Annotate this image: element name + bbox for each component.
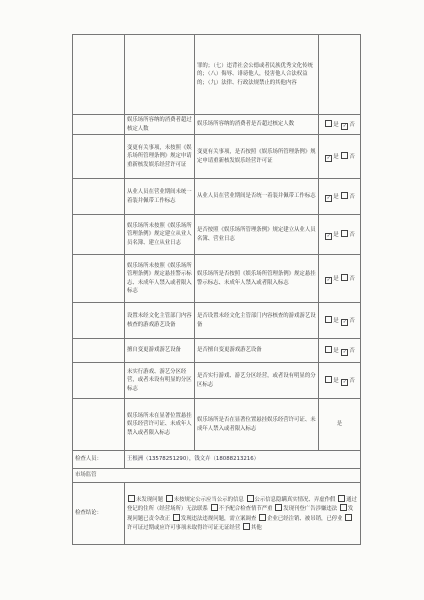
check-standard: 娱乐场所是否在显著位置悬挂娱乐经营许可证、未成年人禁入或者限入标志	[195, 399, 319, 451]
checkbox[interactable]	[173, 514, 180, 521]
check-item: 变更有关事项，未按照《娱乐场所管理条例》规定申请重新核发娱乐经营许可证	[125, 135, 195, 179]
checkbox-no[interactable]: ✓	[342, 349, 347, 355]
yes-no-option[interactable]: 是 ✓ 否	[319, 363, 361, 399]
checkbox[interactable]	[211, 504, 218, 511]
check-standard: 变更有关事项，是否按照《娱乐场所管理条例》规定申请重新核发娱乐经营许可证	[195, 135, 319, 179]
checkbox-yes[interactable]	[325, 346, 332, 353]
checkbox-yes[interactable]: ✓	[326, 195, 331, 201]
conclusion-options: 未发现问题 未按规定公示应当公示的信息 公示信息隐瞒真实情况、弄虚作假 通过登记的住所（经营场所）无法联系 不予配合检查情节严重 发现刊登广告涉嫌违法 发现问题已责令改正 发现违法违规问题，需立案调查 企业已经注销、被吊销，已停业 许可证过期或应许可事项未取得许可证无证经营 其他	[125, 483, 361, 545]
table-row	[73, 363, 361, 399]
yes-no-option[interactable]: 是 ✓ 否	[319, 339, 361, 363]
yes-no-option[interactable]: ✓ 是 否	[319, 215, 361, 255]
checkbox-no[interactable]: ✓	[342, 319, 347, 325]
yes-no-option[interactable]: ✓ 是 否	[319, 179, 361, 215]
handwritten-signature: 是	[319, 399, 361, 451]
checkbox-no[interactable]	[341, 274, 348, 281]
table-row	[73, 135, 361, 179]
check-item: 设置未经文化主管部门内容核查的游戏游艺设备	[125, 303, 195, 339]
checkbox[interactable]	[166, 495, 173, 502]
table-row	[73, 215, 361, 255]
check-standard: 从业人员在营业期间是否统一着装并佩带工作标志	[195, 179, 319, 215]
checkbox[interactable]	[247, 495, 254, 502]
yes-no-option[interactable]: 是 ✓ 否	[319, 303, 361, 339]
check-standard: 是否实行游戏、游艺分区经营，或者设有明显的分区标志	[195, 363, 319, 399]
checkbox[interactable]	[275, 504, 282, 511]
check-standard: 娱乐场所容纳的消费者是否超过核定人数	[195, 115, 319, 135]
checkbox-yes[interactable]: ✓	[326, 233, 331, 239]
yes-no-option[interactable]: ✓ 是 否	[319, 135, 361, 179]
inspector-row	[73, 451, 361, 469]
check-item: 娱乐场所未按照《娱乐场所管理条例》规定悬挂警示标志、未成年人禁入或者限入标志	[125, 255, 195, 303]
inspector-value: 王根洲（13578251290），钱文卉（18088213216）	[125, 451, 361, 469]
yes-no-option[interactable]: ✓ 是 否	[319, 255, 361, 303]
row-text: 罪的；（七）违背社会公德或者民族优秀文化传统的；（八）侮辱、诽谤他人，侵害他人合法权益的；（九）法律、行政法规禁止的其他内容	[195, 35, 319, 115]
check-standard: 是否擅自变更游戏游艺设备	[195, 339, 319, 363]
check-standard: 是否按照《娱乐场所管理条例》规定建立从业人员名簿、营业日志	[195, 215, 319, 255]
checkbox-yes[interactable]: ✓	[326, 155, 331, 161]
check-item: 娱乐场所未在显著位置悬挂娱乐经营许可证、未成年人禁入或者限入标志	[125, 399, 195, 451]
checkbox[interactable]	[338, 495, 345, 502]
checkbox[interactable]	[340, 504, 347, 511]
inspector-label: 检查人员：	[73, 451, 125, 469]
check-item: 擅自变更游戏游艺设备	[125, 339, 195, 363]
check-item: 娱乐场所容纳的消费者超过核定人数	[125, 115, 195, 135]
check-standard: 娱乐场所是否按照《娱乐场所管理条例》规定悬挂警示标志、未成年人禁入或者限入标志	[195, 255, 319, 303]
inspection-table	[72, 34, 361, 545]
check-item: 娱乐场所未按照《娱乐场所管理条例》规定建立从业人员名簿、建立从业日志	[125, 215, 195, 255]
conclusion-label: 检查结论：	[73, 483, 125, 545]
checkbox-no[interactable]: ✓	[342, 123, 347, 129]
table-row	[73, 179, 361, 215]
dept-row	[73, 469, 361, 483]
dept-label: 市场监管	[73, 469, 361, 483]
conclusion-row	[73, 483, 361, 545]
checkbox-no[interactable]	[341, 192, 348, 199]
check-item: 未实行游戏、游艺分区经营，或者未设有明显的分区标志	[125, 363, 195, 399]
table-row	[73, 115, 361, 135]
check-standard: 是否设置未经文化主管部门内容核查的游戏游艺设备	[195, 303, 319, 339]
checkbox[interactable]	[345, 514, 352, 521]
checkbox-yes[interactable]	[325, 376, 332, 383]
checkbox-yes[interactable]: ✓	[326, 277, 331, 283]
checkbox[interactable]	[243, 523, 250, 530]
checkbox-no[interactable]	[341, 152, 348, 159]
checkbox[interactable]	[259, 514, 266, 521]
checkbox-yes[interactable]	[325, 120, 332, 127]
table-row	[73, 35, 361, 115]
yes-no-option[interactable]: 是 ✓ 否	[319, 115, 361, 135]
table-row	[73, 399, 361, 451]
table-row	[73, 255, 361, 303]
checkbox-yes[interactable]	[325, 316, 332, 323]
checkbox-no[interactable]: ✓	[342, 379, 347, 385]
check-item: 从业人员在营业期间未统一着装并佩带工作标志	[125, 179, 195, 215]
table-row	[73, 303, 361, 339]
table-row	[73, 339, 361, 363]
checkbox-no[interactable]	[341, 230, 348, 237]
checkbox[interactable]	[128, 495, 135, 502]
